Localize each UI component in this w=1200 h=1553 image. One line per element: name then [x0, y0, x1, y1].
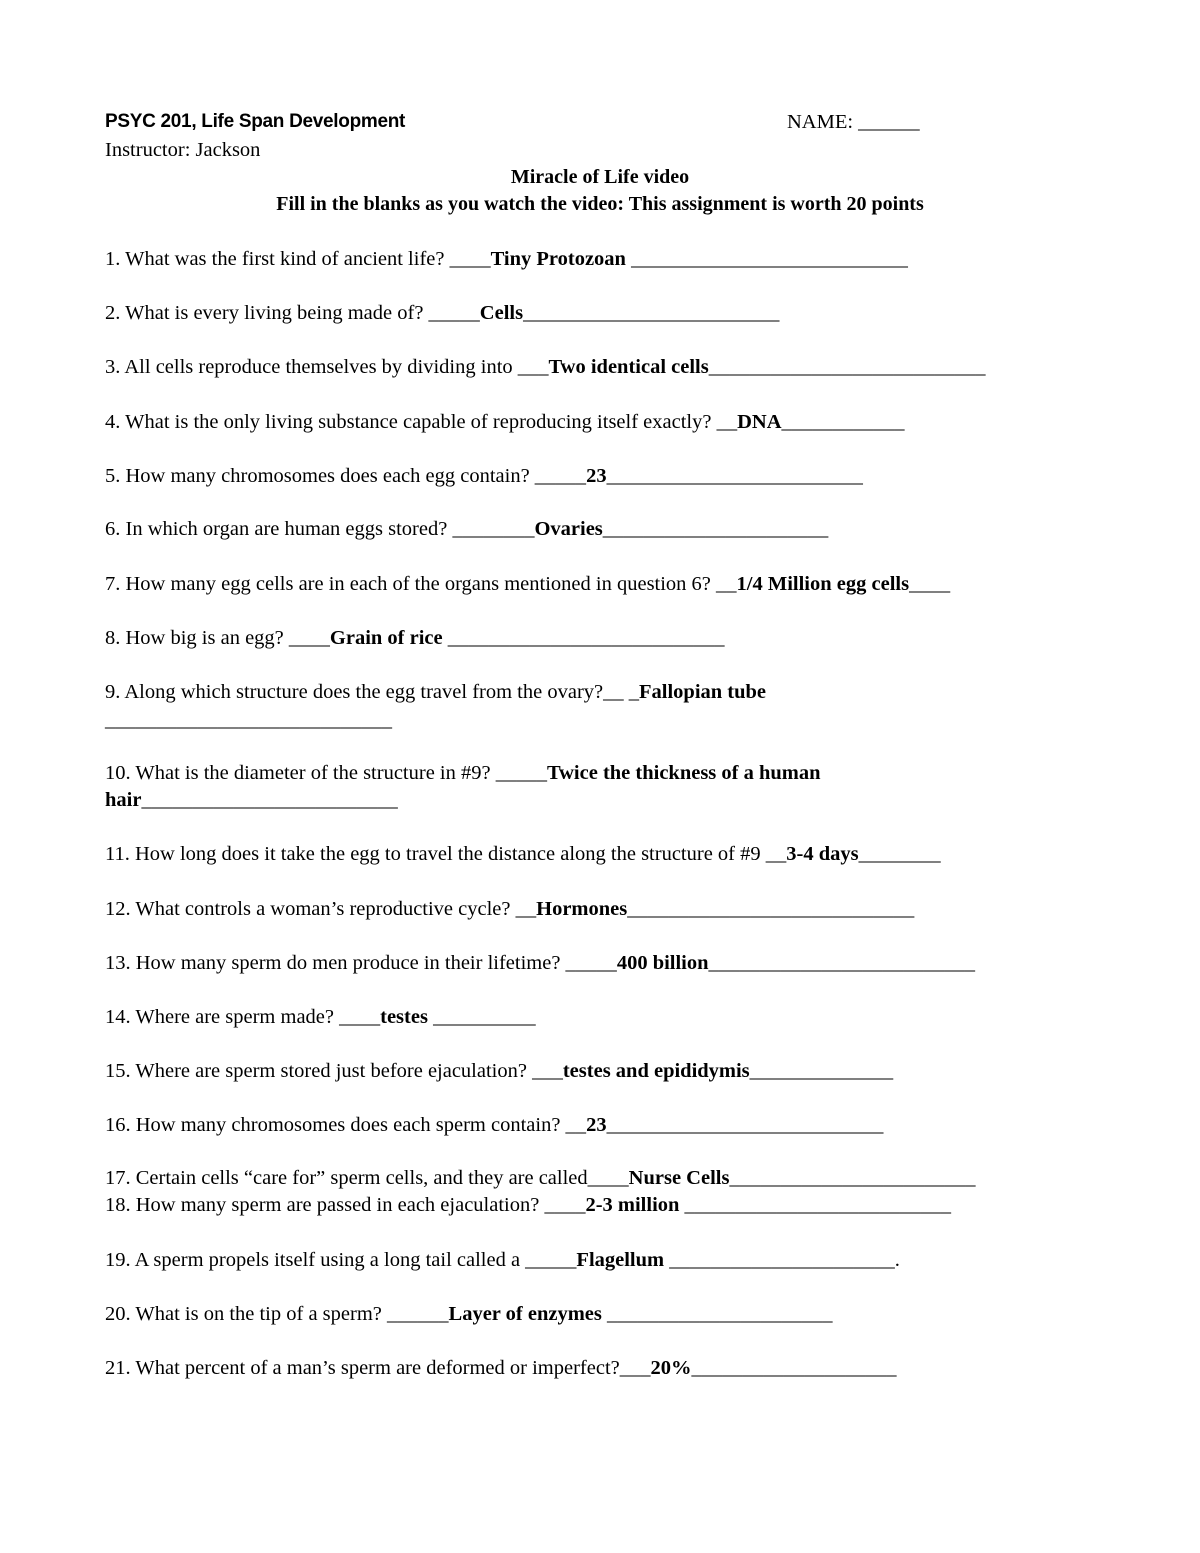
answer-text: hair: [105, 789, 142, 811]
answer-text: 400 billion: [616, 952, 709, 974]
question-text: 13. How many sperm do men produce in their lifetime? _____: [105, 952, 617, 974]
answer-blank: ____________: [781, 411, 905, 433]
answer-blank: _________________________: [523, 302, 780, 324]
answer-blank: _________________________: [606, 465, 863, 487]
answer-blank: ____________________: [691, 1357, 897, 1379]
question-6: [105, 516, 828, 542]
question-10-continuation: [105, 787, 398, 813]
question-18: [105, 1192, 951, 1218]
answer-text: Hormones: [536, 898, 628, 920]
answer-blank: ___________________________: [625, 248, 908, 270]
question-text: 5. How many chromosomes does each egg contain? _____: [105, 465, 587, 487]
question-21: [105, 1355, 897, 1381]
question-3: [105, 354, 985, 380]
answer-text: 2-3 million: [585, 1194, 680, 1216]
course-title: PSYC 201, Life Span Development: [105, 111, 406, 132]
answer-text: Fallopian tube: [639, 681, 767, 703]
question-text: 10. What is the diameter of the structure in #9? _____: [105, 762, 547, 784]
question-11: [105, 841, 941, 867]
question-15: [105, 1058, 893, 1084]
question-text: 21. What percent of a man’s sperm are deformed or imperfect?___: [105, 1357, 651, 1379]
answer-text: DNA: [737, 411, 782, 433]
answer-blank: ______________________: [602, 518, 829, 540]
question-19: [105, 1247, 900, 1273]
answer-text: 23: [586, 465, 607, 487]
answer-blank: ______________________.: [664, 1249, 900, 1271]
answer-text: Ovaries: [534, 518, 603, 540]
answer-text: Tiny Protozoan: [490, 248, 626, 270]
question-text: 14. Where are sperm made? ____: [105, 1006, 381, 1028]
question-text: 15. Where are sperm stored just before ejaculation? ___: [105, 1060, 563, 1082]
question-text: 16. How many chromosomes does each sperm contain? __: [105, 1114, 587, 1136]
worksheet-subtitle: Fill in the blanks as you watch the video: This assignment is worth 20 points: [276, 193, 924, 215]
question-16: [105, 1112, 883, 1138]
question-text: 1. What was the first kind of ancient life? ____: [105, 248, 491, 270]
answer-blank: ________________________: [729, 1167, 976, 1189]
answer-blank: __________: [427, 1006, 536, 1028]
question-17: [105, 1165, 975, 1191]
question-text: 19. A sperm propels itself using a long tail called a _____: [105, 1249, 577, 1271]
answer-text: Twice the thickness of a human: [546, 762, 821, 784]
question-7: [105, 571, 950, 597]
question-text: 7. How many egg cells are in each of the organs mentioned in question 6? __: [105, 573, 737, 595]
answer-text: testes: [380, 1006, 428, 1028]
answer-blank: _________________________: [141, 789, 398, 811]
answer-text: 20%: [650, 1357, 692, 1379]
answer-blank: ___________________________: [442, 627, 725, 649]
answer-text: Flagellum: [576, 1249, 665, 1271]
question-2: [105, 300, 779, 326]
question-9-blank-line: ____________________________: [105, 709, 392, 731]
answer-text: Cells: [479, 302, 524, 324]
question-text: 18. How many sperm are passed in each ejaculation? ____: [105, 1194, 586, 1216]
question-1: [105, 246, 908, 272]
worksheet-title: Miracle of Life video: [510, 166, 690, 188]
name-field: NAME: ______: [787, 111, 920, 133]
question-12: [105, 896, 914, 922]
question-20: [105, 1301, 832, 1327]
answer-blank: ____: [909, 573, 951, 595]
question-text: 8. How big is an egg? ____: [105, 627, 330, 649]
instructor-line: Instructor: Jackson: [105, 139, 261, 161]
answer-blank: ______________: [749, 1060, 894, 1082]
question-10: [105, 760, 821, 786]
answer-blank: ______________________: [601, 1303, 833, 1325]
question-text: 12. What controls a woman’s reproductive cycle? __: [105, 898, 537, 920]
question-text: 9. Along which structure does the egg travel from the ovary?__ _: [105, 681, 639, 703]
question-text: 3. All cells reproduce themselves by dividing into ___: [105, 356, 549, 378]
answer-text: 3-4 days: [786, 843, 859, 865]
answer-blank: ________: [858, 843, 941, 865]
answer-text: Grain of rice: [329, 627, 443, 649]
answer-blank: ___________________________: [708, 356, 986, 378]
answer-text: Layer of enzymes: [448, 1303, 602, 1325]
question-4: [105, 409, 905, 435]
question-8: [105, 625, 725, 651]
answer-blank: __________________________: [708, 952, 976, 974]
question-text: 11. How long does it take the egg to travel the distance along the structure of #9 __: [105, 843, 787, 865]
question-text: 20. What is on the tip of a sperm? ______: [105, 1303, 449, 1325]
answer-text: Nurse Cells: [628, 1167, 730, 1189]
question-text: 4. What is the only living substance capable of reproducing itself exactly? __: [105, 411, 738, 433]
answer-blank: ___________________________: [606, 1114, 884, 1136]
question-text: 17. Certain cells “care for” sperm cells, and they are called____: [105, 1167, 629, 1189]
answer-blank: ____________________________: [627, 898, 915, 920]
question-text: 2. What is every living being made of? _____: [105, 302, 480, 324]
question-9: [105, 679, 766, 705]
question-text: 6. In which organ are human eggs stored? ________: [105, 518, 535, 540]
answer-text: 1/4 Million egg cells: [736, 573, 910, 595]
question-5: [105, 463, 863, 489]
question-13: [105, 950, 975, 976]
answer-text: 23: [586, 1114, 607, 1136]
answer-blank: __________________________: [679, 1194, 952, 1216]
answer-text: Two identical cells: [548, 356, 709, 378]
answer-text: testes and epididymis: [562, 1060, 750, 1082]
question-14: [105, 1004, 536, 1030]
